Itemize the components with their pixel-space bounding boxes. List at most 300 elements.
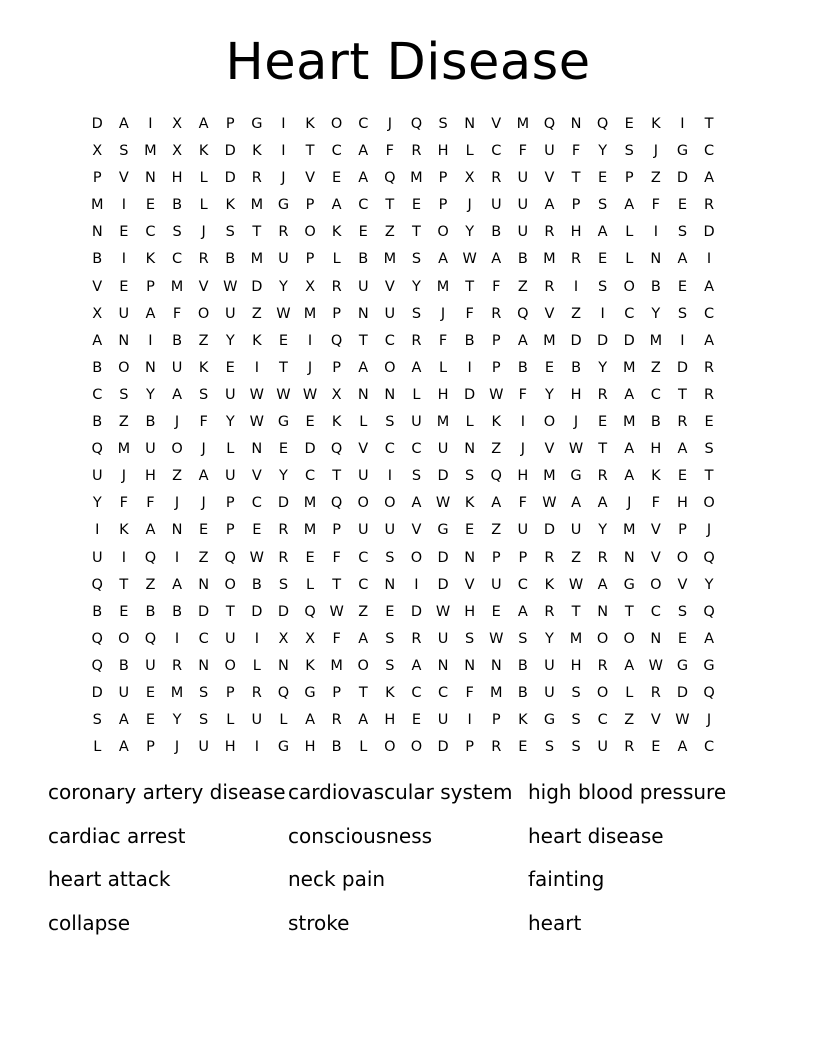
- grid-letter: J: [201, 441, 206, 458]
- grid-letter: I: [281, 116, 286, 132]
- grid-letter: X: [305, 630, 316, 647]
- grid-letter: S: [598, 197, 608, 214]
- grid-letter: A: [597, 495, 608, 512]
- grid-letter: X: [278, 630, 289, 647]
- grid-letter: A: [118, 116, 129, 132]
- grid-letter: N: [145, 170, 156, 187]
- word-list-item: heart disease: [528, 824, 664, 848]
- grid-letter: B: [92, 603, 103, 620]
- grid-letter: S: [571, 739, 581, 756]
- grid-letter: Q: [224, 549, 236, 566]
- grid-letter: T: [598, 441, 608, 458]
- grid-letter: A: [358, 712, 369, 729]
- grid-letter: U: [517, 170, 529, 187]
- grid-letter: O: [543, 414, 556, 431]
- grid-letter: T: [465, 278, 475, 295]
- grid-letter: S: [385, 549, 395, 566]
- grid-letter: C: [437, 684, 449, 701]
- grid-letter: I: [680, 116, 685, 132]
- grid-letter: L: [306, 576, 315, 593]
- grid-letter: V: [544, 170, 555, 187]
- grid-letter: W: [489, 386, 504, 403]
- grid-letter: V: [411, 522, 422, 539]
- grid-letter: F: [146, 495, 155, 512]
- grid-letter: T: [704, 116, 714, 132]
- grid-letter: Q: [304, 603, 316, 620]
- grid-letter: U: [437, 630, 449, 647]
- grid-letter: G: [570, 468, 582, 485]
- grid-letter: U: [490, 576, 502, 593]
- grid-letter: U: [171, 359, 183, 376]
- grid-letter: I: [387, 468, 392, 485]
- grid-letter: F: [571, 143, 581, 160]
- grid-letter: D: [437, 549, 449, 566]
- grid-letter: R: [704, 386, 715, 403]
- grid-letter: N: [384, 386, 396, 403]
- grid-letter: F: [332, 630, 341, 647]
- word-list-item: heart attack: [48, 867, 171, 891]
- grid-letter: A: [358, 170, 369, 187]
- grid-letter: G: [676, 143, 689, 160]
- grid-letter: U: [517, 197, 529, 214]
- grid-letter: B: [92, 251, 103, 268]
- grid-letter: N: [464, 657, 476, 674]
- grid-letter: A: [624, 386, 635, 403]
- grid-letter: A: [517, 332, 528, 349]
- grid-letter: U: [224, 630, 236, 647]
- grid-letter: Q: [144, 549, 157, 566]
- grid-letter: E: [119, 224, 129, 241]
- grid-letter: U: [357, 468, 369, 485]
- grid-letter: I: [254, 739, 259, 756]
- grid-letter: I: [706, 251, 712, 268]
- grid-letter: A: [624, 468, 635, 485]
- grid-letter: N: [198, 657, 210, 674]
- grid-letter: M: [90, 197, 104, 214]
- grid-letter: Q: [703, 603, 715, 620]
- grid-letter: B: [118, 657, 129, 674]
- grid-letter: A: [172, 386, 182, 403]
- grid-letter: U: [251, 712, 263, 729]
- grid-letter: P: [146, 278, 155, 295]
- grid-letter: C: [597, 712, 608, 729]
- grid-letter: N: [145, 359, 156, 376]
- grid-letter: T: [571, 603, 581, 620]
- grid-letter: V: [491, 116, 502, 132]
- grid-letter: N: [464, 549, 476, 566]
- grid-letter: Q: [543, 116, 556, 132]
- grid-letter: X: [172, 116, 183, 132]
- grid-letter: V: [358, 441, 369, 458]
- grid-letter: P: [624, 170, 634, 187]
- grid-letter: M: [543, 468, 556, 485]
- grid-letter: A: [491, 251, 502, 268]
- grid-letter: T: [305, 143, 315, 160]
- grid-letter: E: [278, 332, 289, 349]
- grid-letter: X: [92, 305, 103, 322]
- grid-letter: M: [410, 170, 423, 187]
- grid-letter: S: [385, 414, 395, 431]
- grid-letter: U: [91, 549, 103, 566]
- grid-letter: Q: [490, 468, 502, 485]
- grid-letter: F: [518, 386, 528, 403]
- grid-letter: W: [249, 414, 265, 431]
- grid-letter: J: [706, 522, 712, 539]
- grid-letter: O: [224, 657, 236, 674]
- grid-letter: P: [491, 359, 501, 376]
- grid-letter: W: [276, 386, 291, 403]
- grid-letter: C: [92, 386, 103, 403]
- grid-letter: O: [623, 278, 635, 295]
- grid-letter: J: [307, 359, 313, 376]
- grid-letter: H: [171, 170, 183, 187]
- grid-letter: E: [305, 414, 315, 431]
- grid-letter: V: [677, 576, 688, 593]
- grid-letter: M: [516, 116, 530, 132]
- grid-letter: E: [225, 359, 235, 376]
- grid-letter: E: [518, 739, 528, 756]
- grid-letter: X: [305, 278, 316, 295]
- grid-letter: W: [223, 278, 238, 295]
- grid-letter: B: [331, 739, 342, 756]
- grid-letter: U: [357, 278, 369, 295]
- grid-letter: W: [249, 549, 265, 566]
- grid-letter: O: [118, 630, 130, 647]
- grid-letter: B: [464, 332, 475, 349]
- grid-letter: C: [703, 143, 715, 160]
- grid-letter: S: [119, 386, 129, 403]
- grid-letter: Y: [225, 414, 235, 431]
- grid-letter: D: [676, 170, 689, 187]
- grid-letter: F: [438, 332, 448, 349]
- grid-letter: U: [278, 251, 289, 268]
- grid-letter: S: [571, 684, 581, 701]
- grid-letter: D: [277, 603, 290, 620]
- grid-letter: M: [622, 359, 636, 376]
- grid-letter: E: [677, 630, 688, 647]
- grid-letter: R: [544, 549, 555, 566]
- grid-letter: R: [278, 522, 289, 539]
- grid-letter: D: [597, 332, 609, 349]
- grid-letter: Q: [91, 630, 103, 647]
- word-list-item: cardiac arrest: [48, 824, 186, 848]
- grid-letter: A: [331, 197, 342, 214]
- grid-letter: H: [570, 657, 582, 674]
- grid-letter: H: [384, 712, 396, 729]
- grid-letter: S: [278, 576, 289, 593]
- grid-letter: R: [544, 603, 555, 620]
- grid-letter: P: [332, 522, 342, 539]
- grid-letter: A: [411, 495, 422, 512]
- grid-letter: B: [650, 278, 661, 295]
- grid-letter: M: [303, 305, 317, 322]
- grid-letter: R: [650, 684, 661, 701]
- grid-letter: P: [438, 197, 448, 214]
- grid-letter: M: [170, 684, 184, 701]
- grid-letter: B: [650, 414, 661, 431]
- grid-letter: S: [411, 251, 422, 268]
- grid-letter: R: [544, 224, 555, 241]
- grid-letter: Y: [545, 630, 554, 647]
- grid-letter: R: [331, 278, 342, 295]
- grid-letter: I: [254, 359, 259, 376]
- grid-letter: A: [677, 251, 688, 268]
- grid-letter: P: [678, 522, 687, 539]
- word-list-item: collapse: [48, 911, 131, 935]
- grid-letter: R: [331, 712, 342, 729]
- grid-letter: Z: [251, 305, 262, 322]
- grid-letter: D: [198, 603, 210, 620]
- grid-letter: O: [437, 224, 449, 241]
- grid-letter: B: [517, 684, 528, 701]
- grid-letter: T: [412, 224, 421, 241]
- grid-letter: J: [281, 170, 286, 187]
- grid-letter: C: [624, 305, 635, 322]
- grid-letter: Z: [172, 468, 183, 485]
- grid-letter: J: [201, 224, 206, 241]
- grid-letter: G: [277, 414, 290, 431]
- grid-letter: M: [303, 522, 317, 539]
- grid-letter: I: [148, 116, 153, 132]
- grid-letter: K: [651, 116, 661, 132]
- grid-letter: O: [384, 495, 396, 512]
- grid-letter: R: [251, 684, 262, 701]
- grid-letter: N: [464, 441, 476, 458]
- grid-letter: U: [517, 522, 529, 539]
- grid-letter: U: [517, 224, 529, 241]
- grid-letter: P: [225, 522, 235, 539]
- grid-letter: V: [544, 441, 555, 458]
- grid-letter: M: [170, 278, 184, 295]
- grid-letter: L: [439, 359, 448, 376]
- word-list-item: neck pain: [288, 867, 386, 891]
- grid-letter: N: [278, 657, 289, 674]
- grid-letter: U: [118, 684, 130, 701]
- grid-letter: D: [464, 386, 476, 403]
- grid-letter: V: [464, 576, 475, 593]
- grid-letter: R: [172, 657, 183, 674]
- grid-letter: E: [465, 522, 475, 539]
- grid-letter: P: [438, 170, 448, 187]
- grid-letter: E: [651, 739, 661, 756]
- grid-letter: U: [544, 657, 555, 674]
- grid-letter: A: [677, 739, 688, 756]
- grid-letter: Y: [92, 495, 102, 512]
- grid-letter: V: [650, 712, 661, 729]
- grid-letter: B: [92, 359, 103, 376]
- grid-letter: A: [624, 197, 635, 214]
- grid-letter: S: [624, 143, 634, 160]
- grid-letter: G: [676, 657, 689, 674]
- grid-letter: Z: [145, 576, 156, 593]
- grid-letter: S: [172, 224, 182, 241]
- grid-letter: T: [119, 576, 129, 593]
- grid-letter: T: [332, 576, 342, 593]
- grid-letter: Q: [410, 116, 423, 132]
- grid-letter: A: [544, 197, 555, 214]
- grid-letter: C: [384, 441, 395, 458]
- grid-letter: K: [385, 684, 395, 701]
- grid-letter: D: [410, 603, 423, 620]
- grid-letter: A: [172, 576, 182, 593]
- grid-letter: L: [332, 251, 341, 268]
- grid-letter: S: [225, 224, 235, 241]
- grid-letter: W: [462, 251, 477, 268]
- grid-letter: N: [570, 116, 582, 132]
- grid-letter: Z: [358, 603, 369, 620]
- grid-letter: J: [440, 305, 446, 322]
- grid-letter: R: [278, 224, 289, 241]
- grid-letter: D: [91, 116, 103, 132]
- grid-letter: H: [570, 386, 582, 403]
- grid-letter: W: [568, 576, 584, 593]
- grid-letter: C: [198, 630, 209, 647]
- grid-letter: J: [121, 468, 126, 485]
- grid-letter: P: [146, 739, 155, 756]
- grid-letter: M: [436, 414, 450, 431]
- grid-letter: B: [172, 603, 183, 620]
- grid-letter: U: [145, 441, 156, 458]
- grid-letter: W: [568, 441, 584, 458]
- grid-letter: R: [491, 170, 502, 187]
- grid-letter: S: [199, 712, 209, 729]
- grid-letter: B: [517, 359, 528, 376]
- grid-letter: P: [491, 549, 501, 566]
- grid-letter: P: [518, 549, 528, 566]
- grid-letter: V: [305, 170, 315, 187]
- grid-letter: Q: [517, 305, 529, 322]
- grid-letter: A: [491, 495, 502, 512]
- grid-letter: L: [226, 712, 235, 729]
- grid-letter: L: [199, 197, 208, 214]
- word-list-item: consciousness: [288, 824, 433, 848]
- grid-letter: E: [305, 549, 315, 566]
- grid-letter: N: [623, 549, 635, 566]
- grid-letter: D: [224, 143, 236, 160]
- grid-letter: S: [544, 739, 555, 756]
- page-title: Heart Disease: [225, 33, 591, 92]
- grid-letter: V: [118, 170, 129, 187]
- word-list-item: cardiovascular system: [288, 780, 513, 804]
- grid-letter: K: [198, 359, 209, 376]
- grid-letter: E: [411, 197, 422, 214]
- grid-letter: E: [119, 603, 129, 620]
- grid-letter: C: [331, 143, 342, 160]
- grid-letter: L: [359, 739, 368, 756]
- grid-letter: B: [172, 332, 183, 349]
- grid-letter: K: [252, 143, 262, 160]
- grid-letter: O: [357, 657, 369, 674]
- grid-letter: T: [358, 684, 368, 701]
- grid-letter: O: [384, 359, 396, 376]
- grid-letter: B: [491, 224, 502, 241]
- grid-letter: M: [622, 414, 636, 431]
- grid-letter: O: [596, 630, 609, 647]
- grid-letter: T: [252, 224, 262, 241]
- grid-letter: O: [357, 495, 369, 512]
- grid-letter: T: [385, 197, 395, 214]
- grid-letter: D: [91, 684, 103, 701]
- grid-letter: H: [650, 441, 662, 458]
- grid-letter: Q: [277, 684, 290, 701]
- grid-letter: P: [305, 197, 315, 214]
- grid-letter: C: [358, 549, 369, 566]
- grid-letter: C: [703, 739, 715, 756]
- grid-letter: R: [571, 251, 582, 268]
- grid-letter: F: [651, 495, 661, 512]
- grid-letter: E: [598, 251, 608, 268]
- grid-letter: X: [464, 170, 475, 187]
- grid-letter: Q: [384, 170, 396, 187]
- grid-letter: P: [332, 305, 342, 322]
- grid-letter: U: [384, 522, 396, 539]
- grid-letter: K: [119, 522, 129, 539]
- grid-letter: F: [332, 549, 341, 566]
- grid-letter: D: [304, 441, 316, 458]
- grid-letter: Q: [330, 441, 343, 458]
- grid-letter: I: [95, 522, 100, 539]
- grid-letter: R: [411, 332, 422, 349]
- grid-letter: S: [411, 305, 422, 322]
- grid-letter: N: [357, 305, 369, 322]
- grid-letter: I: [121, 251, 126, 268]
- grid-letter: C: [358, 197, 369, 214]
- grid-letter: U: [437, 712, 449, 729]
- grid-letter: R: [198, 251, 209, 268]
- grid-letter: A: [145, 305, 156, 322]
- grid-letter: U: [357, 522, 369, 539]
- grid-letter: V: [650, 522, 661, 539]
- grid-letter: U: [597, 739, 608, 756]
- grid-letter: Y: [545, 386, 554, 403]
- grid-letter: F: [172, 305, 182, 322]
- grid-letter: J: [573, 414, 579, 431]
- grid-letter: S: [598, 278, 608, 295]
- grid-letter: V: [92, 278, 103, 295]
- grid-letter: A: [517, 603, 528, 620]
- grid-letter: O: [703, 495, 715, 512]
- grid-letter: S: [385, 657, 395, 674]
- grid-letter: H: [304, 739, 316, 756]
- grid-letter: N: [118, 332, 130, 349]
- grid-letter: I: [467, 712, 472, 729]
- grid-letter: S: [438, 116, 448, 132]
- grid-letter: Z: [650, 359, 661, 376]
- grid-letter: O: [384, 739, 396, 756]
- grid-letter: G: [543, 712, 556, 729]
- grid-letter: N: [91, 224, 103, 241]
- grid-letter: L: [625, 224, 634, 241]
- grid-letter: A: [571, 495, 581, 512]
- grid-letter: C: [703, 305, 715, 322]
- grid-letter: K: [198, 143, 209, 160]
- grid-letter: T: [358, 332, 368, 349]
- grid-letter: M: [303, 495, 317, 512]
- grid-letter: Z: [384, 224, 395, 241]
- grid-letter: K: [544, 576, 555, 593]
- grid-letter: E: [624, 116, 634, 132]
- grid-letter: O: [410, 549, 423, 566]
- grid-letter: K: [491, 414, 501, 431]
- grid-letter: U: [118, 305, 130, 322]
- grid-letter: A: [198, 468, 209, 485]
- grid-letter: V: [384, 278, 395, 295]
- grid-letter: M: [144, 143, 157, 160]
- grid-letter: M: [436, 278, 450, 295]
- grid-letter: A: [358, 630, 369, 647]
- grid-letter: F: [651, 197, 661, 214]
- grid-letter: T: [704, 468, 714, 485]
